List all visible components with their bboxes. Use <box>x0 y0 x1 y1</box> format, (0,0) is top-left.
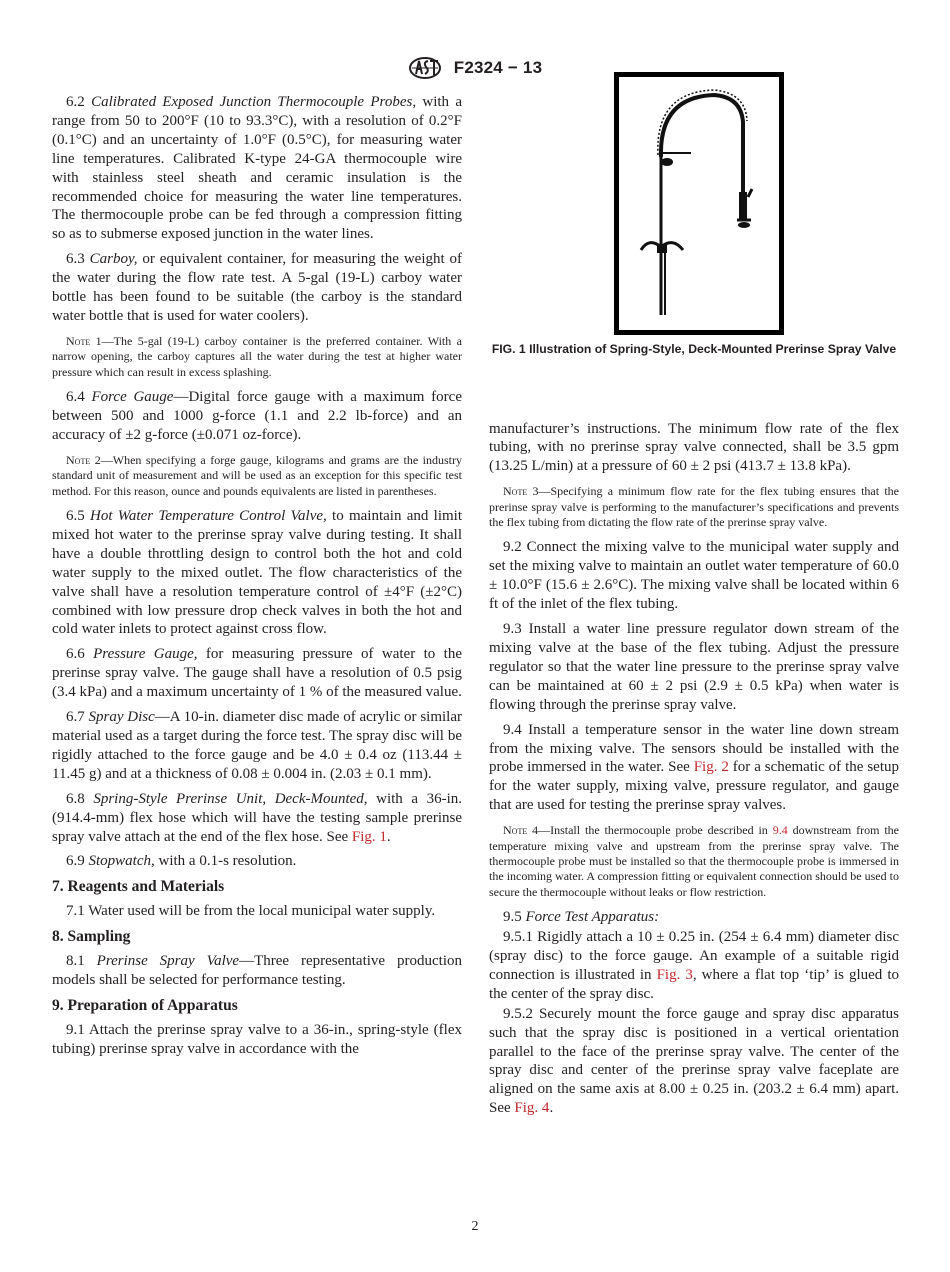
section-6-5: 6.5 Hot Water Temperature Control Valve, to maintain and limit mixed hot water to the prerinse spray valve during testing. It shall have a double throttling design to control both the hot and cold water supply to the mixed outlet. The flow characteristics of the valve shall have a resolution temperature control of ±4°F (±2°C) combined with low pressure drop check valves in both the hot and cold water inlets to protect against cross flow. <box>52 508 462 638</box>
section-6-8: 6.8 Spring-Style Prerinse Unit, Deck-Mounted, with a 36-in. (914.4-mm) flex hose which will have the testing sample prerinse spray valve attach at the end of the flex hose. See Fig. 1. <box>52 790 462 845</box>
section-6-3: 6.3 Carboy, or equivalent container, for measuring the weight of the water during the flow rate test. A 5-gal (19-L) carboy water bottle has been found to be suitable (the carboy is the standard water bottle that is used for water coolers). <box>52 251 463 324</box>
figure-1-caption: FIG. 1 Illustration of Spring-Style, Deck-Mounted Prerinse Spray Valve <box>491 342 897 356</box>
astm-logo-icon <box>408 56 442 80</box>
right-column <box>489 93 899 1124</box>
section-9-5: 9.5 Force Test Apparatus: <box>503 909 660 926</box>
section-6-4: 6.4 Force Gauge—Digital force gauge with a maximum force between 500 and 1000 g-force (1.1 and 2.2 lb-force) and an accuracy of ±2 g-force (±0.071 oz-force). <box>52 389 462 443</box>
section-6-2: 6.2 Calibrated Exposed Junction Thermocouple Probes, with a range from 50 to 200°F (10 to 93.3°C), with a resolution of 0.2°F (0.1°C) and an uncertainty of 1.0°F (0.5°C), for measuring water line temperatures. Calibrated K-type 24-GA thermocouple wire with stainless steel sheath and ceramic insulation is the recommended choice for measuring the water line temperatures. The thermocouple probe can be fed through a compression fitting so as to submerse exposed junction in the water lines. <box>52 94 463 243</box>
section-9-5-1: 9.5.1 Rigidly attach a 10 ± 0.25 in. (254 ± 6.4 mm) diameter disc (spray disc) to the force gauge. An example of a suitable rigid connection is illustrated in Fig. 3, where a flat top ‘tip’ is glued to the center of the spray disc. <box>489 929 900 1002</box>
section-6-6: 6.6 Pressure Gauge, for measuring pressure of water to the prerinse spray valve. The gauge shall have a resolution of 0.5 psig (3.4 kPa) and a maximum uncertainty of 1 % of the measured value. <box>52 646 462 701</box>
page-header <box>0 56 950 82</box>
section-9-2: 9.2 Connect the mixing valve to the municipal water supply and set the mixing valve to maintain an outlet water temperature of 60.0 ± 10.0°F (15.6 ± 2.6°C). The mixing valve shall be located within 6 ft of the inlet of the flex tubing. <box>489 539 899 613</box>
note-1: Note 1—The 5-gal (19-L) carboy container is the preferred container. With a narrow opening, the carboy captures all the water during the test at higher water pressure which can result in excess splashing. <box>52 333 462 379</box>
heading-section-8: 8. Sampling <box>52 928 131 946</box>
figure-1-frame <box>614 72 784 335</box>
section-7-1: 7.1 Water used will be from the local municipal water supply. <box>66 903 436 920</box>
section-9-5-2: 9.5.2 Securely mount the force gauge and spray disc apparatus such that the spray disc is positioned in a vertical orientation parallel to the face of the prerinse spray valve. The center of the spray disc and center of the prerinse spray valve faceplate are aligned on the same axis at 8.00 ± 0.25 in. (203.2 ± 6.4 mm) apart. See Fig. 4. <box>489 1005 899 1117</box>
section-9-4-link[interactable]: 9.4 <box>772 823 788 838</box>
section-9-1-continued: manufacturer’s instructions. The minimum flow rate of the flex tubing, with no prerinse spray valve connected, shall be 3.5 gpm (13.25 L/min) at a pressure of 60 ± 2 psi (413.7 ± 13.8 kPa). <box>489 420 899 475</box>
section-6-9: 6.9 Stopwatch, with a 0.1-s resolution. <box>66 853 297 870</box>
section-8-1: 8.1 Prerinse Spray Valve—Three representative production models shall be selected for performance testing. <box>52 953 462 988</box>
heading-section-7: 7. Reagents and Materials <box>52 878 225 896</box>
standard-designation: F2324 − 13 <box>453 58 543 77</box>
fig-1-link[interactable]: Fig. 1 <box>351 828 387 845</box>
fig-4-link[interactable]: Fig. 4 <box>514 1100 550 1117</box>
section-9-4: 9.4 Install a temperature sensor in the water line down stream from the mixing valve. The sensors should be installed with the probe immersed in the water. See Fig. 2 for a schematic of the setup for the water supply, mixing valve, pressure regulator, and gauge that are used for testing the prerinse spray valves. <box>489 721 900 814</box>
left-column <box>52 93 462 1065</box>
note-2: Note 2—When specifying a forge gauge, kilograms and grams are the industry standard unit of measurement and will be used as an exception for this specific test method. For this reason, ounce and pounds equivalents are listed in parentheses. <box>52 452 462 498</box>
heading-section-9: 9. Preparation of Apparatus <box>52 996 238 1014</box>
fig-2-link[interactable]: Fig. 2 <box>693 759 729 776</box>
prerinse-spray-valve-illustration <box>619 77 779 330</box>
fig-3-link[interactable]: Fig. 3 <box>656 966 693 983</box>
page-number: 2 <box>471 1219 479 1234</box>
section-6-7: 6.7 Spray Disc—A 10-in. diameter disc made of acrylic or similar material used as a target during the force test. The spray disc will be rigidly attached to the force gauge and be 4.0 ± 0.4 oz (113.44 ± 11.45 g) and at a thickness of 0.08 ± 0.004 in. (2.03 ± 0.1 mm). <box>52 709 462 782</box>
note-4: Note 4—Install the thermocouple probe described in 9.4 downstream from the temperature mixing valve and upstream from the prerinse spray valve. The thermocouple probe must be installed so that the thermocouple probe is immersed in the incoming water. A compression fitting or equivalent connection should be used to secure the thermocouple without leaks or flow restriction. <box>489 823 900 899</box>
note-3: Note 3—Specifying a minimum flow rate for the flex tubing ensures that the prerinse spray valve is performing to the manufacturer’s specifications and prevents the flex tubing from dictating the flow rate of the prerinse spray valve. <box>489 484 899 530</box>
section-9-3: 9.3 Install a water line pressure regulator down stream of the mixing valve at the base of the flex tubing. Adjust the pressure regulator so that the water line pressure to the prerinse spray valve can be maintained at 60 ± 2 psi (2.9 ± 0.5 kPa) when water is flowing through the prerinse spray valve. <box>489 621 899 713</box>
section-9-1: 9.1 Attach the prerinse spray valve to a 36-in., spring-style (flex tubing) prerinse spray valve in accordance with the <box>52 1021 462 1057</box>
